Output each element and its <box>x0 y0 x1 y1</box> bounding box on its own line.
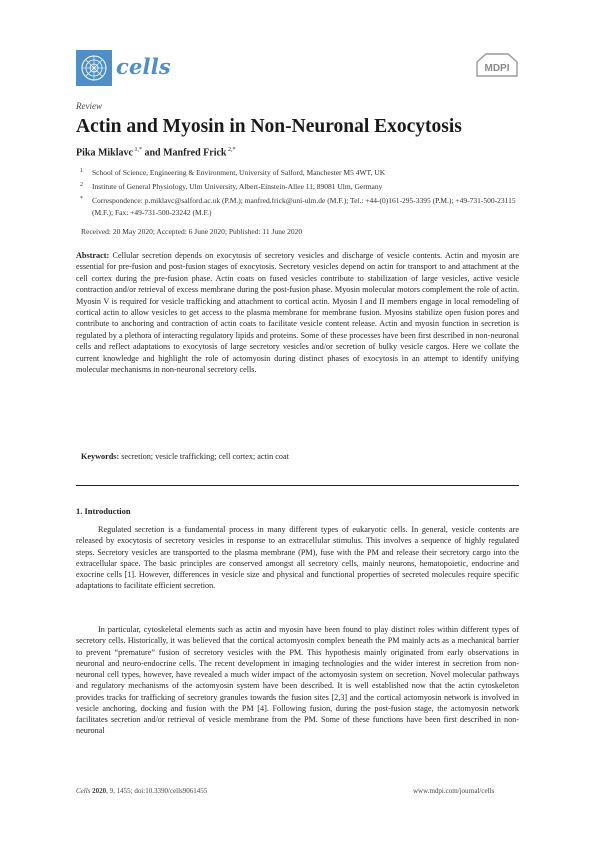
author-name: Manfred Frick <box>163 147 227 159</box>
mdpi-logo-icon <box>474 52 520 78</box>
correspondence-text: Correspondence: p.miklavc@salford.ac.uk (P.M.); manfred.frick@uni-ulm.de (M.F.); Tel.: +44-(0)161-295-3395 (P.M.); +49-731-500-23115 (M.F.); Fax: +49-731-500-23242 (M.F.) <box>92 196 516 217</box>
body-paragraph: Regulated secretion is a fundamental process in many different types of eukaryotic cells. In general, vesicle contents are released by exocytosis of secretory vesicles in response to an extracellular stimulus. This involves a sequence of highly regulated steps. Secretory vesicles are transported to the plasma membrane (PM), fuse with the PM and release their secretory cargo into the extracellular space. The basic principles are conserved amongst all secretory cells, mainly neurons, hematopoietic, endocrine and exocrine cells [1]. However, differences in vesicle size and physical and functional properties of secreted molecules require specific adaptations to facilitate efficient secretion. <box>76 525 519 591</box>
abstract <box>76 250 519 375</box>
footer-year: 2020 <box>92 787 107 795</box>
author-list <box>76 147 236 158</box>
cells-journal-logo-icon <box>76 50 112 86</box>
footer-citation <box>76 787 207 795</box>
author-conjunction: and <box>144 147 161 159</box>
journal-url-link[interactable]: www.mdpi.com/journal/cells <box>413 787 495 795</box>
author-name: Pika Miklavc <box>76 147 133 159</box>
article-title: Actin and Myosin in Non-Neuronal Exocytosis <box>76 116 462 137</box>
correspondence-mark: * <box>80 196 83 202</box>
publication-history: Received: 20 May 2020; Accepted: 6 June 2020; Published: 11 June 2020 <box>81 227 303 236</box>
publisher-name: MDPI <box>484 63 510 74</box>
section-heading: 1. Introduction <box>76 506 131 516</box>
author-affiliation-mark: 2,* <box>228 147 236 153</box>
section-divider <box>76 485 519 486</box>
abstract-text: Cellular secretion depends on exocytosis of secretory vesicles and discharge of vesicle contents. Actin and myosin are essential for pre-fusion and post-fusion stages of exocytosis. Secretory vesicles depend on actin for transport to and attachment at the cell cortex during the pre-fusion phase. Actin coats on fused vesicles contribute to stabilization of large vesicles, active vesicle contraction and/or retrieval of excess membrane during the post-fusion phase. Myosin molecular motors complement the role of actin. Myosin V is required for vesicle trafficking and attachment to cortical actin. Myosin I and II members engage in local remodeling of cortical actin to allow vesicles to get access to the plasma membrane for membrane fusion. Myosins stabilize open fusion pores and contribute to anchoring and contraction of actin coats to facilitate vesicle content release. Actin and myosin function in secretion is regulated by a plethora of interacting regulatory lipids and proteins. Some of these processes have been first described in non-neuronal cells and reflect adaptations to exocytosis of large secretory vesicles and/or secretion of bulky vesicle cargos. Here we collate the current knowledge and highlight the role of actomyosin during distinct phases of exocytosis in an attempt to identify unifying molecular mechanisms in non-neuronal secretory cells. <box>76 251 520 375</box>
affiliation-text: School of Science, Engineering & Environment, University of Salford, Manchester M5 4WT, UK <box>92 168 386 177</box>
footer-citation-rest: , 9, 1455; doi:10.3390/cells9061455 <box>106 787 208 795</box>
abstract-label: Abstract: <box>76 251 110 260</box>
affiliation-text: Institute of General Physiology, Ulm University, Albert-Einstein-Allee 11, 89081 Ulm, Germany <box>92 182 383 191</box>
keywords-text: secretion; vesicle trafficking; cell cortex; actin coat <box>121 452 289 461</box>
author-affiliation-mark: 1,* <box>134 147 142 153</box>
footer-journal: Cells <box>76 787 91 795</box>
keywords <box>81 452 289 461</box>
body-paragraph: In particular, cytoskeletal elements such as actin and myosin have been found to play distinct roles within different types of secretory cells. Historically, it was believed that the cortical actomyosin complex beneath the PM mainly acts as a mechanical barrier to prevent “premature” fusion of secretory vesicles with the PM. This hypothesis mainly originated from early observations in neuronal and neuro-endocrine cells. The recent development in imaging technologies and the wider interest in secretion from non-neuronal cell types, however, have revealed a much wider impact of the actomyosin system on secretion. Novel molecular pathways and regulatory mechanisms of the actomyosin system have been described. It is well established now that the actin cytoskeleton provides tracks for trafficking of secretory granules towards the fusion sites [2,3] and the cortical actomyosin network is involved in vesicle anchoring, docking and fusion with the PM [4]. Following fusion, during the post-fusion stage, the actomyosin network facilitates secretion and/or retrieval of vesicle membrane from the PM. Some of these functions have been first described in non-neuronal <box>76 625 519 736</box>
affiliation-mark: 2 <box>80 182 83 188</box>
keywords-label: Keywords: <box>81 452 120 461</box>
journal-name: cells <box>116 54 171 79</box>
affiliation-mark: 1 <box>80 168 83 174</box>
article-type: Review <box>76 101 102 111</box>
